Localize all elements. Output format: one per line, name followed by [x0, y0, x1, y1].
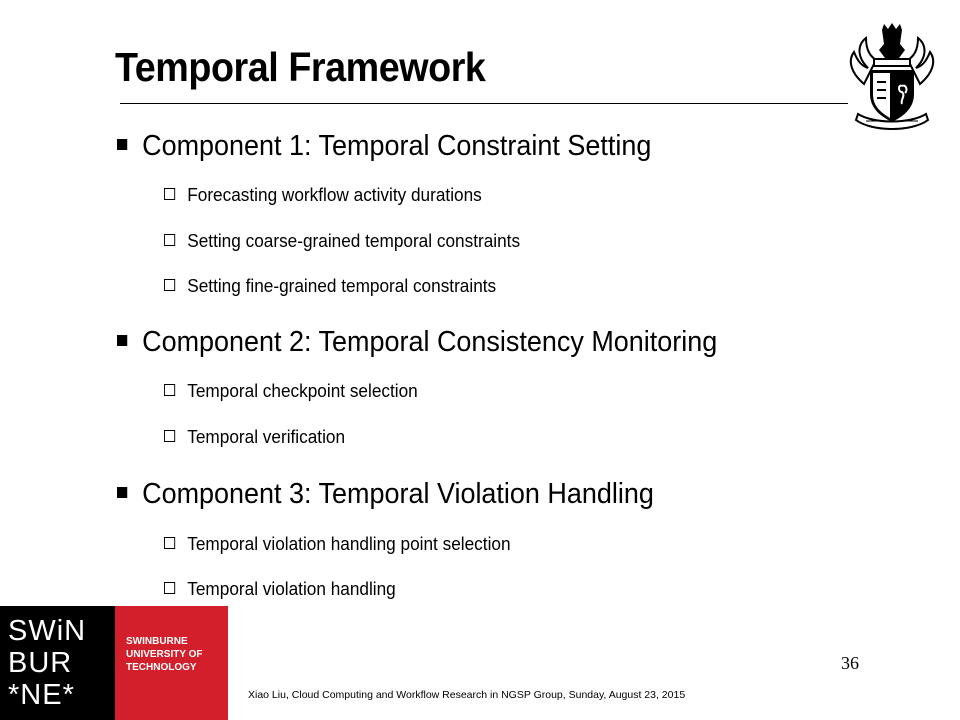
list-item-text: Temporal violation handling point selection: [187, 533, 511, 554]
slide-footer: Xiao Liu, Cloud Computing and Workflow Research in NGSP Group, Sunday, August 23, 2015: [248, 689, 686, 701]
hollow-square-bullet-icon: [164, 537, 175, 549]
logo-wordmark-line: *NE*: [8, 679, 75, 711]
section-heading: [117, 326, 717, 358]
list-item: [164, 275, 496, 297]
square-bullet-icon: [117, 335, 127, 346]
list-item-text: Temporal verification: [187, 426, 346, 447]
list-item-text: Temporal violation handling: [187, 578, 396, 599]
section-heading-text: Component 3: Temporal Violation Handling: [142, 478, 654, 510]
logo-wordmark-line: SWiN: [8, 615, 87, 647]
list-item-text: Temporal checkpoint selection: [187, 380, 418, 401]
section-heading-text: Component 2: Temporal Consistency Monitoring: [142, 326, 718, 358]
square-bullet-icon: [117, 139, 127, 150]
slide-title: Temporal Framework: [115, 44, 486, 90]
list-item: [164, 578, 396, 600]
hollow-square-bullet-icon: [164, 279, 175, 291]
section-heading-text: Component 1: Temporal Constraint Setting: [142, 130, 652, 162]
swinburne-logo: [0, 606, 228, 720]
list-item: [164, 184, 482, 206]
square-bullet-icon: [117, 487, 127, 498]
section-heading: [117, 478, 654, 510]
page-number: 36: [841, 653, 859, 673]
list-item: [164, 230, 520, 252]
hollow-square-bullet-icon: [164, 430, 175, 442]
list-item: [164, 380, 418, 402]
section-heading: [117, 130, 651, 162]
logo-star-icon: *: [8, 679, 21, 711]
hollow-square-bullet-icon: [164, 234, 175, 246]
logo-name-line: TECHNOLOGY: [126, 662, 197, 673]
hollow-square-bullet-icon: [164, 188, 175, 200]
logo-name-line: UNIVERSITY OF: [126, 649, 203, 660]
list-item-text: Forecasting workflow activity durations: [187, 184, 482, 205]
hollow-square-bullet-icon: [164, 582, 175, 594]
list-item: [164, 426, 345, 448]
hollow-square-bullet-icon: [164, 384, 175, 396]
logo-wordmark-panel: [0, 606, 115, 720]
list-item-text: Setting coarse-grained temporal constraints: [187, 230, 521, 251]
list-item-text: Setting fine-grained temporal constraints: [187, 275, 497, 296]
logo-name-line: SWINBURNE: [126, 636, 188, 647]
list-item: [164, 533, 511, 555]
logo-star-icon: *: [62, 679, 75, 711]
logo-wordmark-line: BUR: [8, 647, 73, 679]
logo-name-panel: [115, 606, 228, 720]
